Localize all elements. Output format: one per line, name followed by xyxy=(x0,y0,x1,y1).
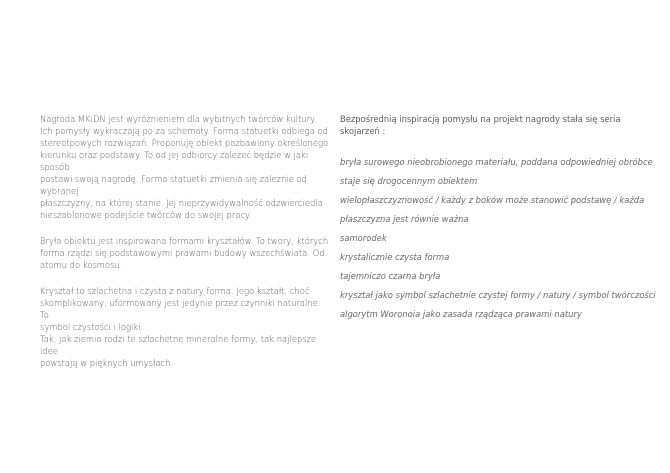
paragraph-crystal-inspiration xyxy=(40,235,330,271)
text-line: powstają w pięknych umysłach. xyxy=(40,358,174,368)
right-column-text xyxy=(340,113,656,327)
text-line: symbol czystości i logiki. xyxy=(40,322,144,332)
text-line: skomplikowany, uformowany jest jedynie przez czynniki naturalne. To xyxy=(40,298,321,320)
text-line: kierunku oraz podstawy. To od jej odbiorcy zależeć będzie w jaki sposób xyxy=(40,150,309,172)
paragraph-award-description xyxy=(40,113,330,221)
text-line: atomu do kosmosu. xyxy=(40,260,123,270)
text-line: Bezpośrednią inspiracją pomysłu na projekt nagrody stała się seria xyxy=(340,114,621,124)
text-line: Nagroda MKiDN jest wyróżnieniem dla wybitnych twórców kultury. xyxy=(40,114,317,124)
text-line: nieszablonowe podejście twórców do swojej pracy. xyxy=(40,210,252,220)
association-item: bryła surowego nieobrobionego materiału, poddana odpowiedniej obróbce xyxy=(340,157,653,167)
left-column-text xyxy=(40,113,330,383)
paragraph-crystal-symbol xyxy=(40,285,330,369)
association-item: wielopłaszczyznowość / każdy z boków może stanowić podstawę / każda xyxy=(340,195,645,205)
text-line: Tak, jak ziemia rodzi te szlachetne mineralne formy, tak najlepsze idee xyxy=(40,334,317,356)
association-item: kryształ jako symbol szlachetnie czystej formy / natury / symbol twórczości xyxy=(340,290,656,300)
association-item: płaszczyzna jest równie ważna xyxy=(340,214,469,224)
associations-intro xyxy=(340,113,640,137)
association-item: krystalicznie czysta forma xyxy=(340,252,450,262)
text-line: Bryła obiektu jest inspirowana formami kryształów. To twory, których xyxy=(40,236,329,246)
text-line: płaszczyzny, na której stanie. Jej nieprzywidywalność odzwierciedla xyxy=(40,198,323,208)
association-item: samorodek xyxy=(340,233,387,243)
text-line: Kryształ to szlachetna i czysta z natury forma. Jego kształt, choć xyxy=(40,286,310,296)
text-line: skojarzeń : xyxy=(340,126,386,136)
association-item: staje się drogocennym obiektem xyxy=(340,176,478,186)
associations-list xyxy=(340,156,656,327)
text-line: postawi swoją nagrodę. Forma statuetki zmienia się zależnie od wybranej xyxy=(40,174,307,196)
association-item: tajemniczo czarna bryła xyxy=(340,271,441,281)
association-item: algorytm Woronoia jako zasada rządząca prawami natury xyxy=(340,309,582,319)
text-line: forma rządzi się podstawowymi prawami budowy wszechświata. Od xyxy=(40,248,325,258)
text-line: stereotpowych rozwiązań. Proponuję obiekt pozbawiony określonego xyxy=(40,138,329,148)
text-line: Ich pomysły wykraczają po za schematy. Forma statuetki odbiega od xyxy=(40,126,328,136)
